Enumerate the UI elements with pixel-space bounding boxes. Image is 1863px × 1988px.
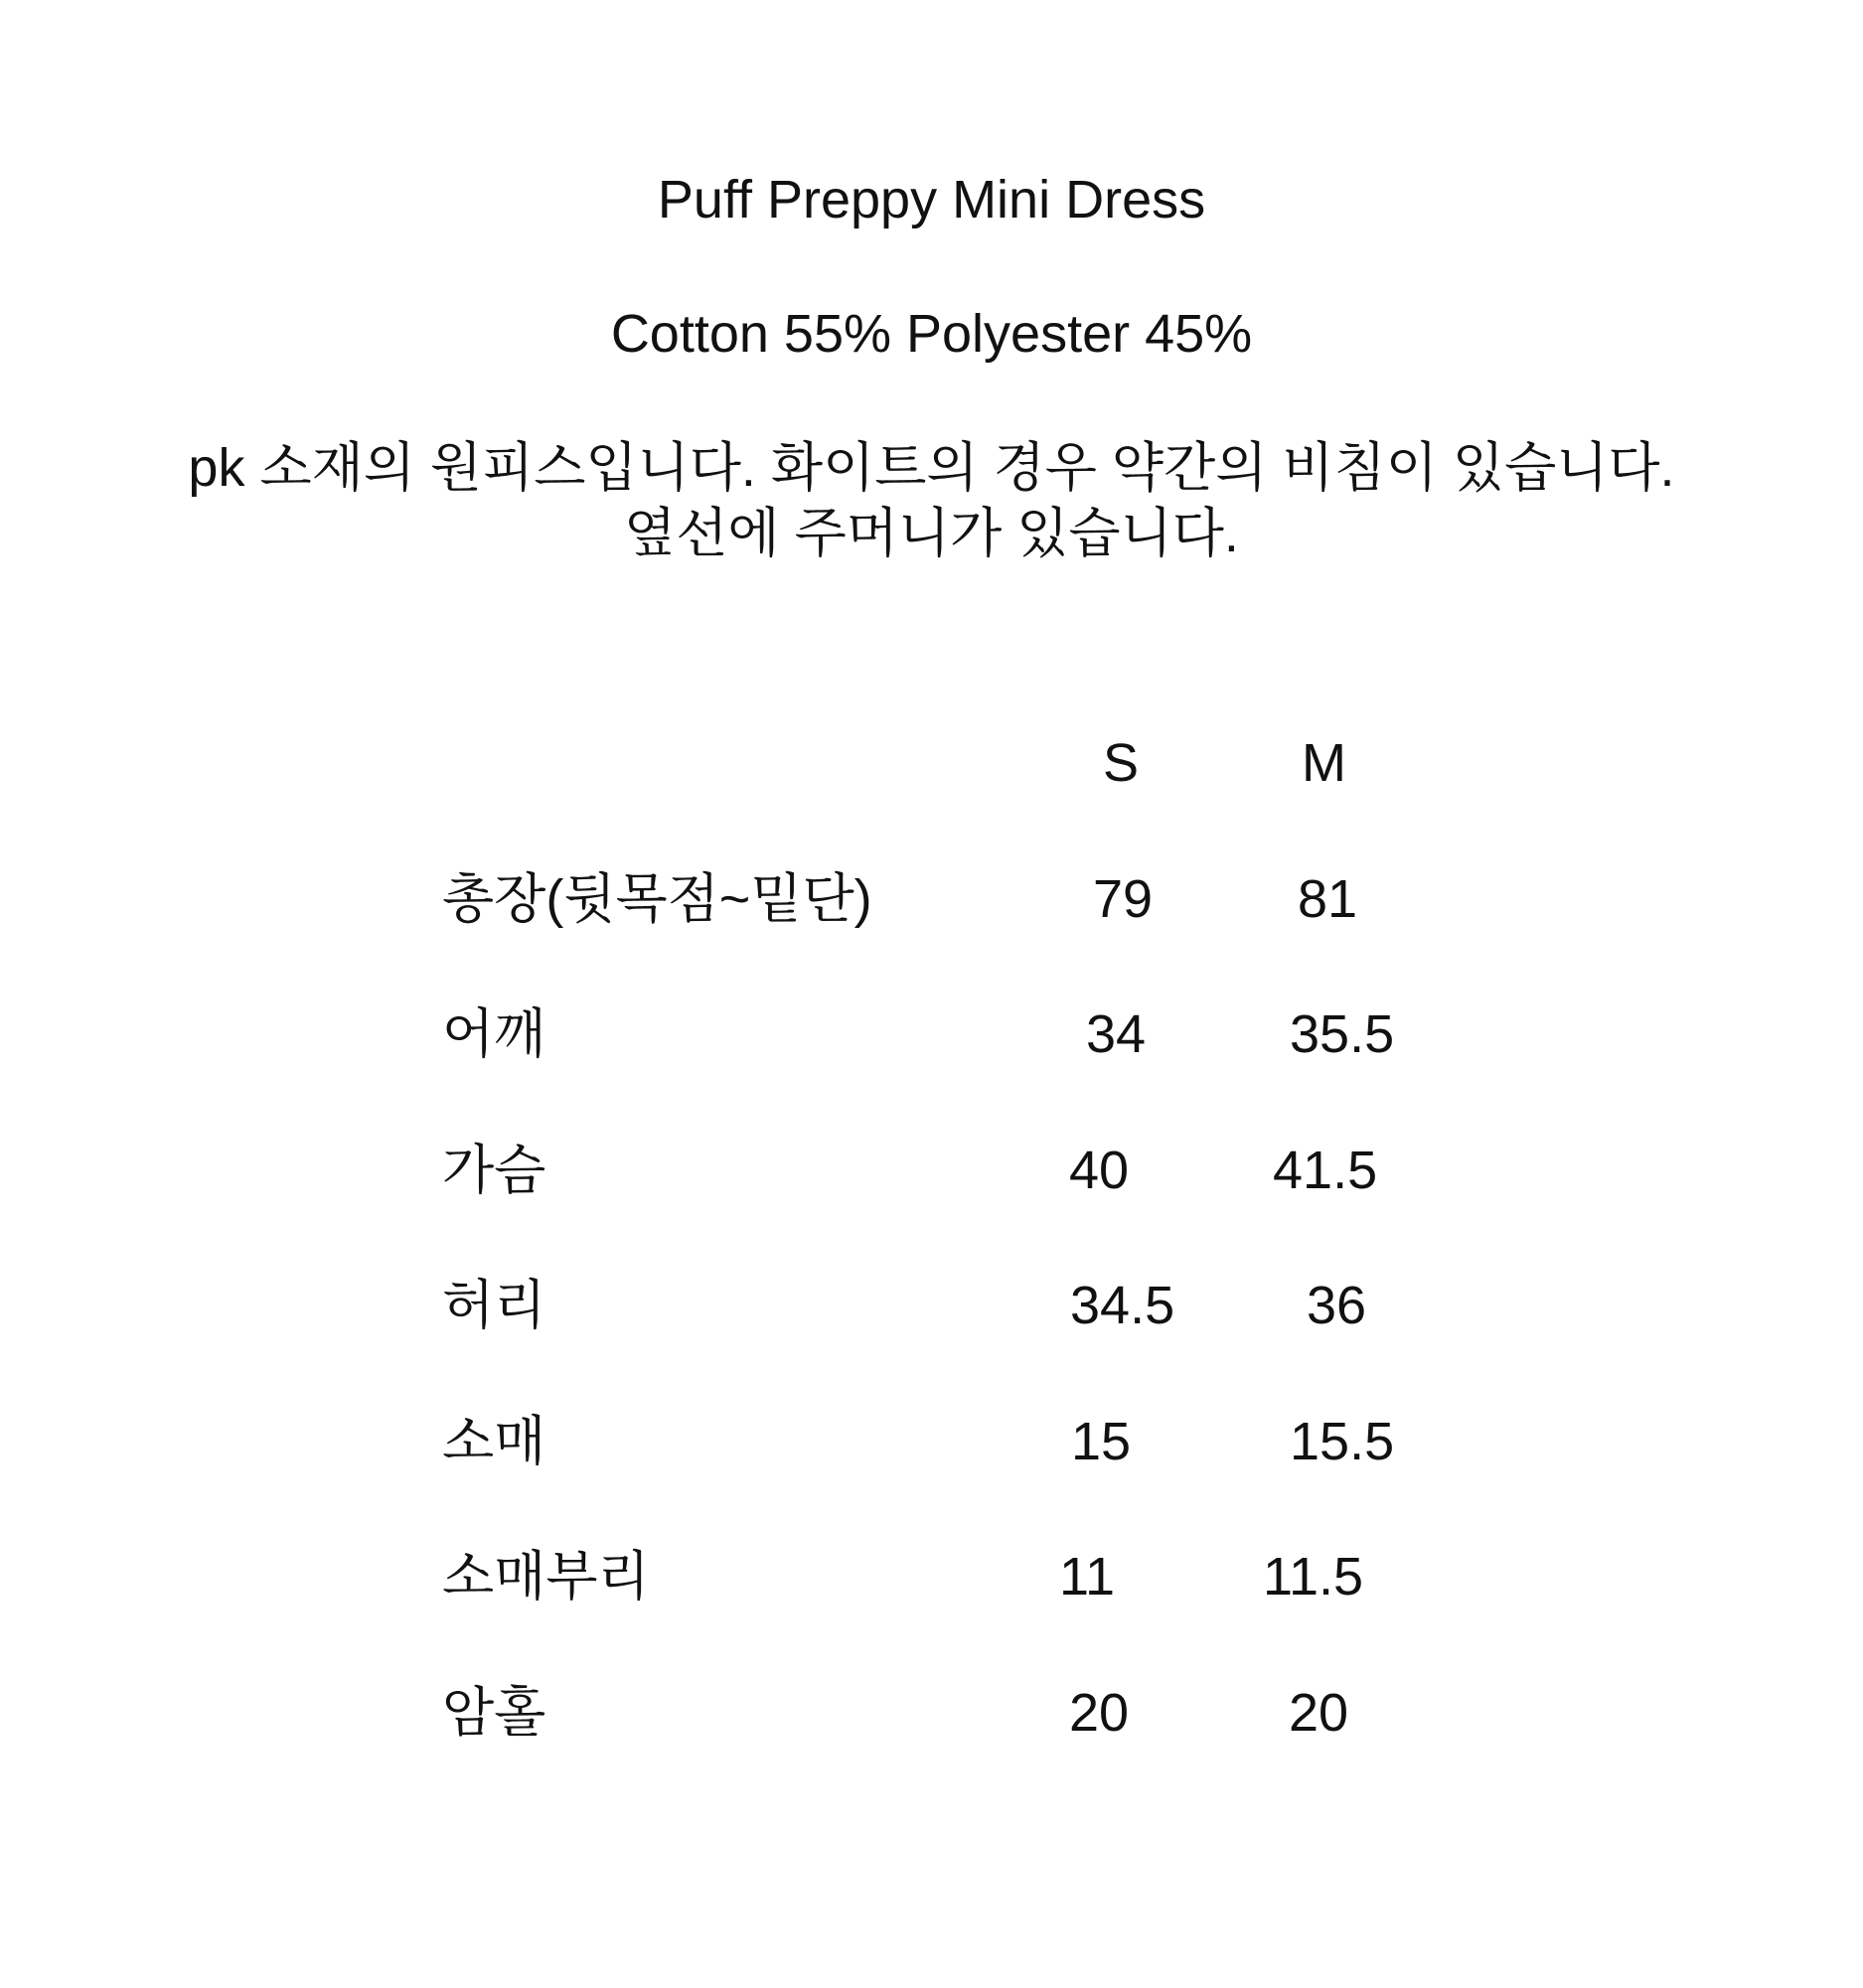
- size-s-value: 40: [1069, 1141, 1130, 1200]
- size-m-value: 41.5: [1273, 1141, 1378, 1200]
- size-m-value: 81: [1298, 869, 1358, 929]
- material-composition: Cotton 55% Polyester 45%: [610, 304, 1253, 364]
- row-label-sleeve: 소매: [442, 1412, 546, 1471]
- size-s-value: 11: [1059, 1547, 1116, 1606]
- size-header-m: M: [1302, 733, 1346, 793]
- row-label-sleeve-opening: 소매부리: [442, 1547, 650, 1606]
- size-header-s: S: [1103, 733, 1140, 793]
- size-m-value: 35.5: [1290, 1004, 1395, 1064]
- row-label-waist: 허리: [442, 1276, 546, 1335]
- product-title: Puff Preppy Mini Dress: [657, 170, 1206, 229]
- size-m-value: 15.5: [1290, 1412, 1395, 1471]
- row-label-armhole: 암홀: [442, 1683, 546, 1743]
- size-m-value: 36: [1307, 1276, 1367, 1335]
- row-label-chest: 가슴: [442, 1141, 546, 1200]
- size-m-value: 11.5: [1263, 1547, 1364, 1606]
- size-s-value: 34.5: [1070, 1276, 1175, 1335]
- row-label-total-length: 총장(뒷목점~밑단): [442, 869, 872, 929]
- size-m-value: 20: [1289, 1683, 1349, 1743]
- size-s-value: 15: [1071, 1412, 1132, 1471]
- size-s-value: 20: [1069, 1683, 1130, 1743]
- size-s-value: 34: [1086, 1004, 1147, 1064]
- size-s-value: 79: [1093, 869, 1154, 929]
- description-line: 옆선에 주머니가 있습니다.: [624, 504, 1239, 563]
- row-label-shoulder: 어깨: [442, 1004, 546, 1064]
- description-line: pk 소재의 원피스입니다. 화이트의 경우 약간의 비침이 있습니다.: [188, 438, 1675, 498]
